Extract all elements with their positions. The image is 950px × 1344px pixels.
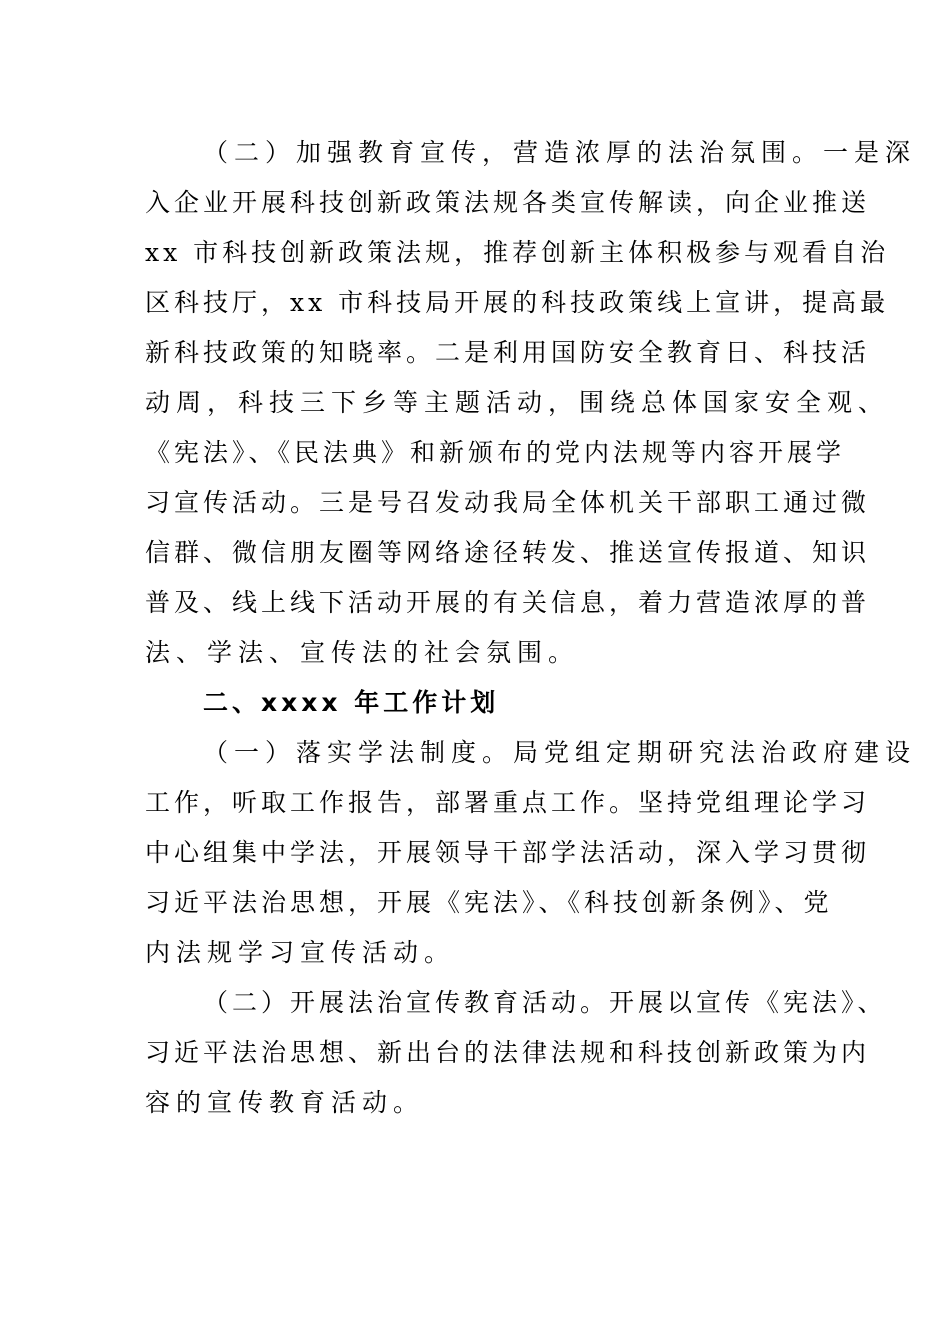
paragraph-line: 习近平法治思想、新出台的法律法规和科技创新政策为内 <box>145 1038 871 1067</box>
paragraph-line: 入企业开展科技创新政策法规各类宣传解读，向企业推送 <box>145 188 871 217</box>
paragraph-line: 区科技厅，xx 市科技局开展的科技政策线上宣讲，提高最 <box>145 288 890 317</box>
paragraph-line: 容的宣传教育活动。 <box>145 1088 425 1117</box>
paragraph-line: 新科技政策的知晓率。二是利用国防安全教育日、科技活 <box>145 338 871 367</box>
paragraph-line: 内法规学习宣传活动。 <box>145 938 456 967</box>
paragraph-line: 动周，科技三下乡等主题活动，围绕总体国家安全观、 <box>145 388 890 417</box>
paragraph-line: 习近平法治思想，开展《宪法》、《科技创新条例》、党 <box>145 888 833 917</box>
paragraph-line: 普及、线上线下活动开展的有关信息，着力营造浓厚的普 <box>145 588 871 617</box>
paragraph-line: 中心组集中学法，开展领导干部学法活动，深入学习贯彻 <box>145 838 871 867</box>
paragraph-line: xx 市科技创新政策法规，推荐创新主体积极参与观看自治 <box>145 238 890 267</box>
section-heading: 二、xxxx 年工作计划 <box>203 688 500 717</box>
document-body <box>145 128 917 1128</box>
paragraph-line: 信群、微信朋友圈等网络途径转发、推送宣传报道、知识 <box>145 538 871 567</box>
paragraph-line: （二）加强教育宣传，营造浓厚的法治氛围。一是深 <box>203 138 917 167</box>
paragraph-line: 《宪法》、《民法典》和新颁布的党内法规等内容开展学 <box>145 438 846 467</box>
paragraph-line: （一）落实学法制度。局党组定期研究法治政府建设 <box>203 738 917 767</box>
paragraph-line: 法、学法、宣传法的社会氛围。 <box>145 638 580 667</box>
paragraph-line: （二）开展法治宣传教育活动。开展以宣传《宪法》、 <box>203 988 887 1017</box>
paragraph-line: 工作，听取工作报告，部署重点工作。坚持党组理论学习 <box>145 788 871 817</box>
paragraph-line: 习宣传活动。三是号召发动我局全体机关干部职工通过微 <box>145 488 871 517</box>
